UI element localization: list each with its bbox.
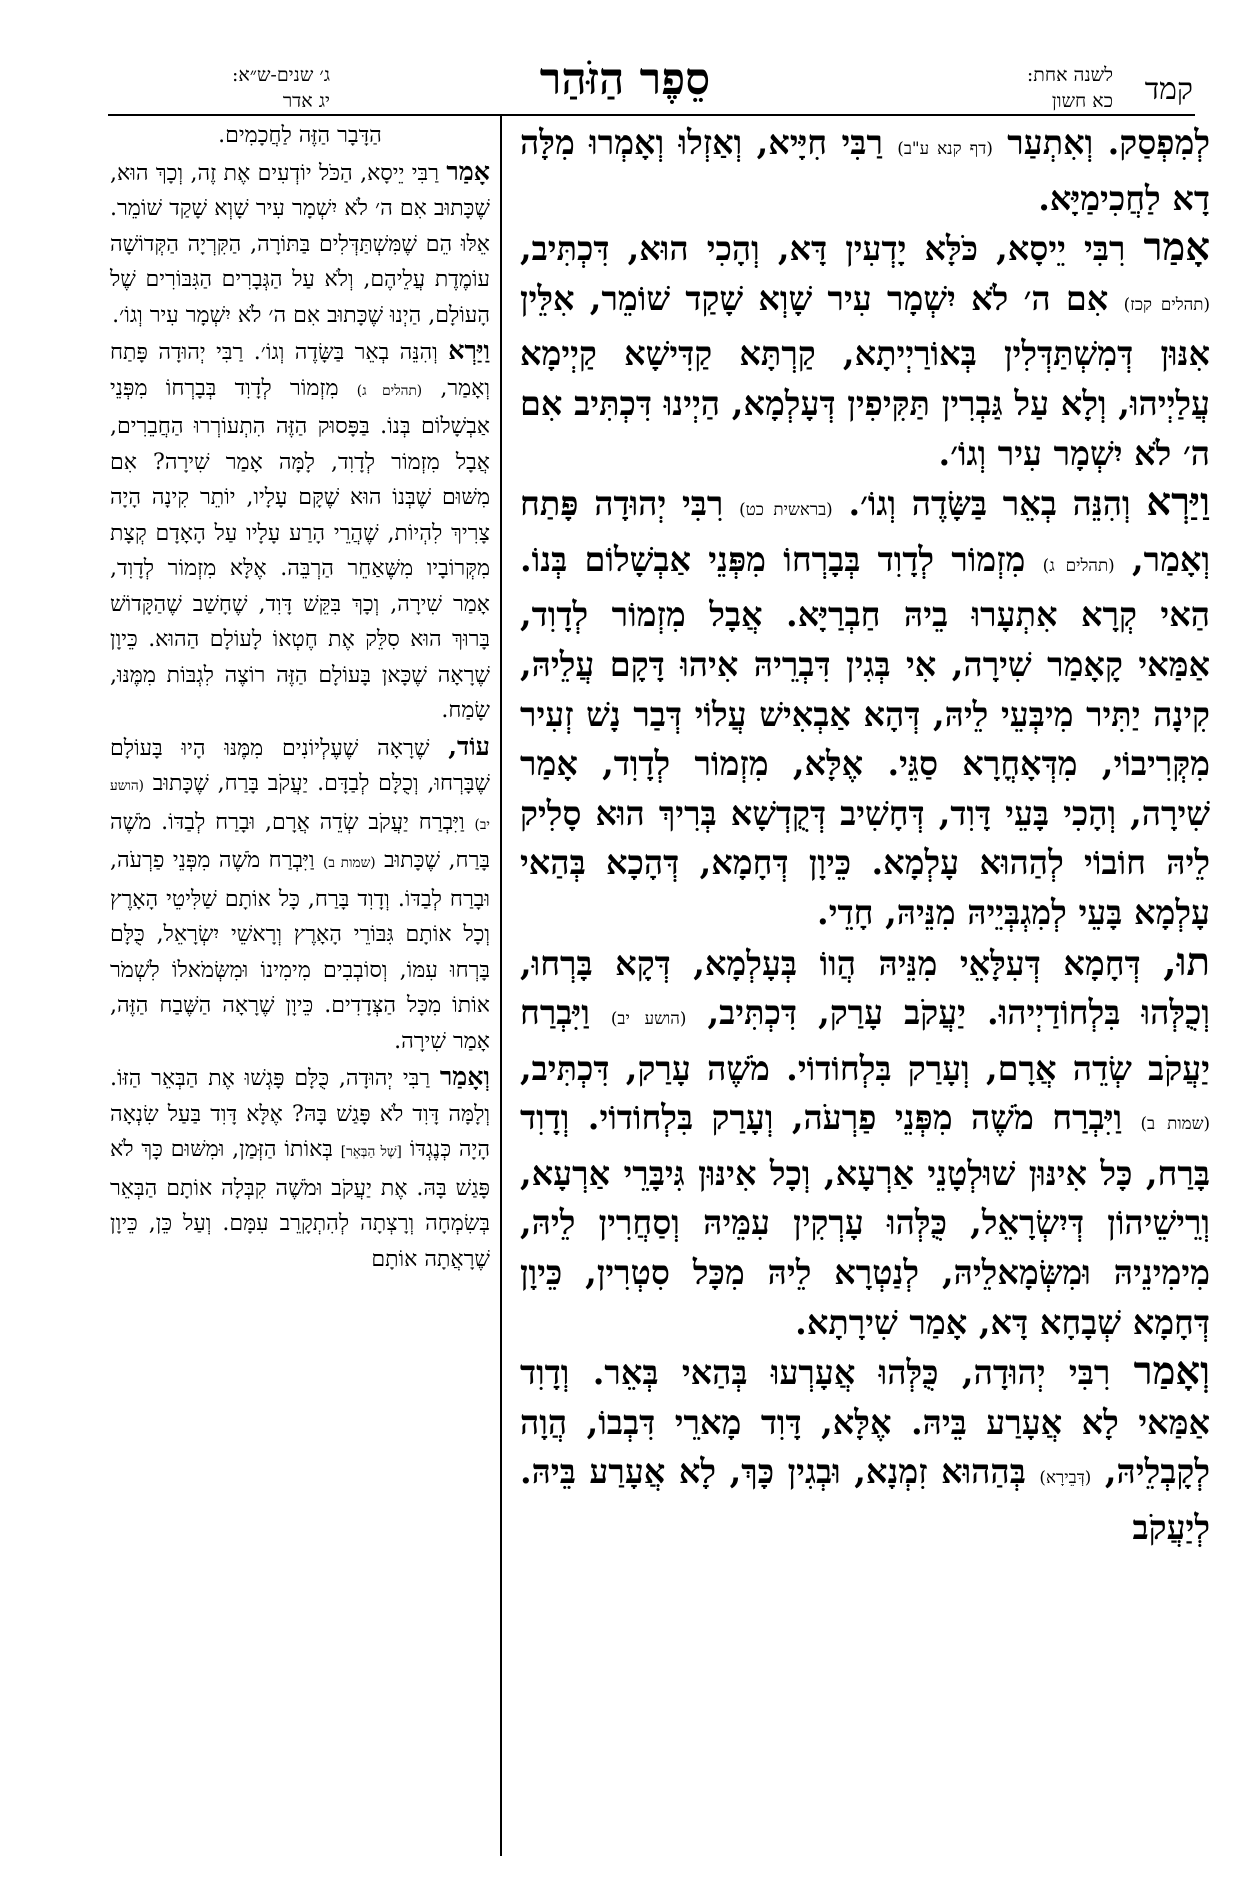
opening-word: תוּ, bbox=[1163, 939, 1210, 985]
opening-word: עוֹד, bbox=[448, 730, 490, 761]
verse-reference: (שמות ב) bbox=[323, 855, 376, 871]
opening-word: וְאָמַר bbox=[439, 1061, 490, 1091]
book-title: סֵפֶר הַזֹּהַר bbox=[539, 54, 711, 105]
hebrew-paragraph-2: אָמַר רַבִּי יֵיסָא, הַכֹּל יוֹדְעִים אֶת זֶה, וְכָךְ הוּא, שֶׁכָּתוּב אִם ה׳ לֹא יִשְׁמָר עִיר שָׁוְא שָׁקַד שׁוֹמֵר. אֵלּוּ הֵם שֶׁמִּשְׁתַּדְּלִים בַּתּוֹרָה, הַקִּרְיָה הַקְּדוֹשָׁה עוֹמֶדֶת עֲלֵיהֶם, וְלֹא עַל הַגְּבָרִים הַגִּבּוֹרִים שֶׁל הָעוֹלָם, הַיְנוּ שֶׁכָּתוּב אִם ה׳ לֹא יִשְׁמָר עִיר וְגוֹ׳. bbox=[110, 155, 490, 328]
column-separator bbox=[500, 116, 502, 1856]
verse-reference: (תהלים ג) bbox=[1042, 554, 1115, 575]
variant-reference: (דְּבֵירָא) bbox=[1039, 1467, 1092, 1488]
cycle-date: כא חשון bbox=[1051, 90, 1113, 112]
opening-word: וַיַּרְא bbox=[1146, 480, 1210, 526]
verse-reference: (תהלים קכז) bbox=[1123, 293, 1210, 314]
aramaic-paragraph-3: וַיַּרְא וְהִנֵּה בְאֵר בַּשָּׂדֶה וְגוֹ׳. (בראשית כט) רִבִּי יְהוּדָה פָּתַח וְאָמַר, (תהלים ג) מִזְמוֹר לְדָוִד בְּבָרְחוֹ מִפְּנֵי אַבְשָׁלוֹם בְּנוֹ. הַאי קְרָא אִתְעָרוּ בֵיהּ חַבְרַיָּא. אֲבָל מִזְמוֹר לְדָוִד, אַמַּאי קָאָמַר שִׁירָה, אִי בְּגִין דִּבְרֵיהּ אִיהוּ דָּקָם עֲלֵיהּ, קִינָה יַתִּיר מִיבְּעֵי לֵיהּ, דְּהָא אַבְאִישׁ עֲלוֹי דְּבַר נָשׁ זְעִיר מִקְּרִיבוֹי, מִדְּאָחֳרָא סַגֵּי. אֶלָּא, מִזְמוֹר לְדָוִד, אָמַר שִׁירָה, וְהָכִי בָּעֵי דָּוִד, דְּחָשִׁיב דְּקֻדְשָׁא בְּרִיךְ הוּא סָלִיק לֵיהּ חוֹבוֹי לְהַהוּא עָלְמָא. כֵּיוָן דְּחָמָא, דְּהָכָא בְּהַאי עָלְמָא בָּעֵי לְמִגְבְּיֵיהּ מִנֵּיהּ, חָדֵי. bbox=[520, 480, 1211, 932]
page-header bbox=[0, 0, 1253, 110]
aramaic-paragraph-5: וְאָמַר רִבִּי יְהוּדָה, כֻּלְּהוּ אֲעָרְעוּ בְּהַאי בְּאֵר. וְדָוִד אַמַּאי לָא אֲעָרַע בֵּיהּ. אֶלָּא, דָּוִד מָארֵי דִּבְבוֹ, הֲוָה לְקָבְלֵיהּ, (דְּבֵירָא) בְּהַהוּא זִמְנָא, וּבְגִין כָּךְ, לָא אֲעָרַע בֵּיהּ. לְיַעֲקֹב bbox=[520, 1349, 1210, 1548]
study-cycle-three-years bbox=[110, 62, 330, 114]
verse-reference: (הושע יב) bbox=[110, 778, 490, 833]
cycle-label: לשנה אחת: bbox=[1026, 64, 1113, 86]
opening-word: אָמַר bbox=[1143, 225, 1210, 271]
aramaic-paragraph-1: לְמִפְסַק. וְאִתְעַר (דף קנא ע"ב) רַבִּי חִיָּיא, וְאַזְלוּ וְאָמְרוּ מִלָּה דָא לַחֲכִימַיָּא. bbox=[520, 123, 1210, 218]
hebrew-paragraph-4: עוֹד, שֶׁרָאָה שֶׁעֶלְיוֹנִים מִמֶּנּוּ הָיוּ בָּעוֹלָם שֶׁבָּרְחוּ, וְכֻלָּם לְבַדָּם. יַעֲקֹב בָּרַח, שֶׁכָּתוּב (הושע יב) וַיִּבְרַח יַעֲקֹב שְׂדֵה אֲרָם, וּבָרַח לְבַדּוֹ. מֹשֶׁה בָּרַח, שֶׁכָּתוּב (שמות ב) וַיִּבְרַח מֹשֶׁה מִפְּנֵי פַרְעֹה, וּבָרַח לְבַדּוֹ. וְדָוִד בָּרַח, כָּל אוֹתָם שַׁלִּיטֵי הָאָרֶץ וְכָל אוֹתָם גִּבּוֹרֵי הָאָרֶץ וְרָאשֵׁי יִשְׂרָאֵל, כֻּלָּם בָּרְחוּ עִמּוֹ, וְסוֹבְבִים מִימִינוֹ וּמִשְּׂמֹאלוֹ לִשְׁמֹר אוֹתוֹ מִכָּל הַצְּדָדִים. כֵּיוָן שֶׁרָאָה הַשֶּׁבַח הַזֶּה, אָמַר שִׁירָה. bbox=[110, 730, 490, 1054]
cycle3-label: ג׳ שנים-ש״א: bbox=[231, 64, 330, 86]
opening-word: אָמַר bbox=[446, 155, 490, 186]
verse-reference: (שמות ב) bbox=[1140, 1113, 1210, 1134]
study-cycle-one-year bbox=[1027, 62, 1113, 114]
bracket-note: [שֶׁל הַבְּאֵר] bbox=[340, 1144, 402, 1160]
opening-word: וַיַּרְא bbox=[448, 335, 490, 365]
verse-reference: (הושע יב) bbox=[610, 1008, 687, 1029]
verse-reference: (תהלים ג) bbox=[356, 382, 423, 399]
hebrew-translation-column bbox=[110, 118, 490, 1277]
hebrew-paragraph-1: הַדָּבָר הַזֶּה לַחֲכָמִים. bbox=[218, 123, 382, 148]
page-number: קמד bbox=[1144, 72, 1193, 107]
verse-reference: (בראשית כט) bbox=[739, 499, 833, 520]
header-rule bbox=[108, 114, 1195, 116]
opening-word: וְאָמַר bbox=[1133, 1349, 1210, 1395]
hebrew-paragraph-3: וַיַּרְא וְהִנֵּה בְאֵר בַּשָּׂדֶה וְגוֹ׳. רַבִּי יְהוּדָה פָּתַח וְאָמַר, (תהלים ג) מִזְמוֹר לְדָוִד בְּבָרְחוֹ מִפְּנֵי אַבְשָׁלוֹם בְּנוֹ. בַּפָּסוּק הַזֶּה הִתְעוֹרְרוּ הַחֲבֵרִים, אֲבָל מִזְמוֹר לְדָוִד, לָמָּה אָמַר שִׁירָה? אִם מִשּׁוּם שֶׁבְּנוֹ הוּא שֶׁקָּם עָלָיו, יוֹתֵר קִינָה הָיָה צָרִיךְ לִהְיוֹת, שֶׁהֲרֵי הָרַע עָלָיו עַל הָאָדָם קְצָת מִקְּרוֹבָיו מִשֶּׁאַחֵר הַרְבֵּה. אֶלָּא מִזְמוֹר לְדָוִד, אָמַר שִׁירָה, וְכָךְ בִּקֵּשׁ דָּוִד, שֶׁחָשַׁב שֶׁהַקָּדוֹשׁ בָּרוּךְ הוּא סִלֵּק אֶת חֶטְאוֹ לָעוֹלָם הַהוּא. כֵּיוָן שֶׁרָאָה שֶׁכָּאן בָּעוֹלָם הַזֶּה רוֹצֶה לִגְבּוֹת מִמֶּנּוּ, שָׂמַח. bbox=[110, 335, 490, 723]
hebrew-paragraph-5: וְאָמַר רַבִּי יְהוּדָה, כֻּלָּם פָּגְשׁוּ אֶת הַבְּאֵר הַזּוֹ. וְלָמָּה דָּוִד לֹא פָּגַשׁ בָּהּ? אֶלָּא דָּוִד בַּעַל שִׂנְאָה הָיָה כְּנֶגְדּוֹ [שֶׁל הַבְּאֵר] בְּאוֹתוֹ הַזְּמַן, וּמִשּׁוּם כָּךְ לֹא פָּגַשׁ בָּהּ. אֶת יַעֲקֹב וּמֹשֶׁה קִבְּלָה אוֹתָם הַבְּאֵר בְּשִׂמְחָה וְרָצְתָה לְהִתְקָרֵב עִמָּם. וְעַל כֵּן, כֵּיוָן שֶׁרָאֲתָה אוֹתָם bbox=[110, 1061, 490, 1272]
aramaic-paragraph-4: תוּ, דְּחָמָא דְּעִלָּאֵי מִנֵּיהּ הֲווֹ בְּעָלְמָא, דְּקָא בָּרְחוּ, וְכֻלְּהוּ בִּלְחוֹדַיְיהוּ. יַעֲקֹב עָרַק, דִּכְתִּיב, (הושע יב) וַיִּבְרַח יַעֲקֹב שְׂדֵה אֲרָם, וְעָרַק בִּלְחוֹדוֹי. מֹשֶׁה עָרַק, דִּכְתִּיב, (שמות ב) וַיִּבְרַח מֹשֶׁה מִפְּנֵי פַרְעֹה, וְעָרַק בִּלְחוֹדוֹי. וְדָוִד בָּרַח, כָּל אִינּוּן שׁוּלְטָנֵי אַרְעָא, וְכָל אִינּוּן גִּיבָּרֵי אַרְעָא, וְרֵישֵׁיהוֹן דְּיִשְׂרָאֵל, כֻּלְּהוּ עָרְקִין עִמֵּיהּ וְסַחֲרִין לֵיהּ, מִימִינֵיהּ וּמִשְּׂמָאלֵיהּ, לְנַטְרָא לֵיהּ מִכָּל סִטְרִין, כֵּיוָן דְּחָמָא שְׁבָחָא דָּא, אָמַר שִׁירָתָא. bbox=[520, 939, 1210, 1342]
page-reference: (דף קנא ע"ב) bbox=[897, 138, 993, 158]
aramaic-column bbox=[520, 118, 1210, 1553]
aramaic-paragraph-2: אָמַר רִבִּי יֵיסָא, כֹּלָּא יָדְעִין דָּא, וְהָכִי הוּא, דִּכְתִּיב, (תהלים קכז) אִם ה׳ לֹא יִשְׁמָר עִיר שָׁוְא שָׁקַד שׁוֹמֵר, אִלֵּין אִנּוּן דְּמִשְׁתַּדְּלִין בְּאוֹרַיְיתָא, קַרְתָּא קַדִּישָׁא קַיְימָא עֲלַיְיהוּ, וְלָא עַל גַּבְרִין תַּקִּיפִין דְּעָלְמָא, הַיְינוּ דִּכְתִּיב אִם ה׳ לֹא יִשְׁמָר עִיר וְגוֹ׳. bbox=[520, 225, 1210, 473]
cycle3-date: יג אדר bbox=[282, 90, 330, 112]
